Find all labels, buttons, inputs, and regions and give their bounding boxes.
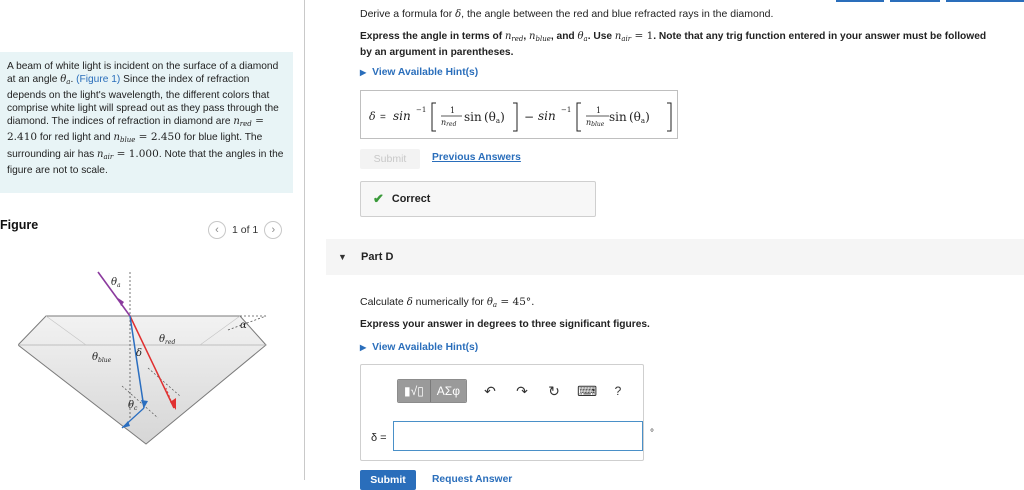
problem-text: for red light and — [37, 132, 114, 144]
math-toolbar — [397, 379, 627, 403]
instr-text: . Note that any trig function entered in your answer must be followed — [653, 31, 987, 42]
prev-figure-button[interactable] — [208, 221, 226, 239]
inverse-exponent: −1 — [416, 106, 427, 114]
minus-sign: − — [524, 110, 535, 124]
arcsin-function: sin — [393, 109, 411, 123]
instr-text: , — [523, 31, 530, 42]
problem-text: A beam of white light is incident on the surface of a diamond at an angle — [7, 61, 279, 86]
problem-text: Since the index of refraction depends on the light's wavelength, the different colors that comprise white light will spread out as they pass through the diamond. The indices of refraction in diamond are — [7, 74, 279, 128]
correct-feedback — [360, 181, 596, 217]
degree-unit: ° — [650, 428, 654, 439]
part-d-answer-editor — [360, 364, 644, 461]
part-d-prompt — [360, 296, 534, 309]
inverse-exponent: −1 — [561, 106, 572, 114]
diamond-figure — [18, 268, 288, 448]
instr-text: by an argument in parentheses. — [360, 47, 514, 58]
sin-argument: (θa) — [629, 110, 650, 125]
undo-icon[interactable]: ↶ — [484, 382, 496, 399]
status-text: Correct — [391, 193, 431, 205]
n-symbol: n — [233, 116, 240, 128]
n-subscript: blue — [119, 136, 136, 145]
n-subscript: red — [239, 120, 252, 129]
part-d-label: Part D — [361, 251, 394, 263]
theta-subscript: a — [583, 35, 588, 43]
angle-value: = 45°. — [497, 296, 535, 308]
n-symbol: n — [97, 148, 104, 160]
problem-text: . — [70, 74, 77, 86]
answer-formula — [361, 91, 679, 140]
part-c-hint-toggle[interactable] — [360, 67, 478, 78]
equals-sign: = — [380, 112, 386, 123]
redo-icon[interactable]: ↷ — [516, 382, 528, 399]
templates-button[interactable]: ▮√▯ — [398, 380, 430, 402]
top-action-bar — [946, 0, 1024, 2]
prompt-text: numerically for — [412, 296, 487, 308]
chevron-right-icon: › — [271, 224, 276, 236]
sin-function: sin — [609, 110, 627, 124]
theta-red-label: $\theta_{red}$ — [159, 334, 176, 346]
caret-right-icon: ▶ — [360, 343, 367, 352]
part-d-header[interactable] — [326, 239, 1024, 275]
delta-symbol: δ — [369, 110, 376, 123]
bracket-left — [577, 103, 581, 131]
left-pane — [0, 0, 305, 480]
n-symbol: n — [113, 132, 120, 144]
hint-label: View Available Hint(s) — [372, 342, 479, 353]
part-d-instructions: Express your answer in degrees to three significant figures. — [360, 319, 650, 330]
problem-statement — [0, 52, 293, 193]
instr-text: . Use — [587, 31, 615, 42]
theta-subscript: a — [492, 301, 498, 309]
arcsin-function: sin — [538, 109, 556, 123]
prompt-text: , the angle between the red and blue refracted rays in the diamond. — [461, 8, 774, 20]
n-red-value: = 2.410 — [7, 115, 264, 144]
n-air-value: = 1 — [631, 30, 654, 42]
delta-symbol: δ — [406, 297, 413, 308]
symbols-button[interactable]: ΑΣφ — [430, 380, 466, 402]
request-answer-link[interactable]: Request Answer — [432, 474, 513, 485]
bracket-left — [432, 103, 436, 131]
n-air-value: = 1.000 — [113, 147, 159, 160]
chevron-left-icon: ‹ — [215, 224, 219, 236]
part-c-prompt — [360, 8, 773, 20]
figure-link[interactable]: (Figure 1) — [76, 74, 121, 86]
diamond-shape — [18, 316, 266, 444]
answer-input-label: δ = — [371, 432, 387, 444]
bracket-right — [513, 103, 517, 131]
top-action-bar — [836, 0, 884, 2]
part-c-answer-box — [360, 90, 678, 139]
n-subscript: red — [511, 35, 524, 43]
reset-icon[interactable]: ↻ — [548, 382, 560, 399]
prompt-text: Calculate — [360, 296, 407, 308]
n-symbol: n — [614, 31, 622, 42]
denominator-n-blue: nblue — [586, 118, 605, 128]
denominator-n-red: nred — [441, 118, 457, 128]
part-c-submit-button[interactable]: Submit — [360, 149, 420, 169]
delta-symbol: δ — [455, 9, 462, 20]
delta-label: δ — [136, 348, 143, 359]
right-pane — [306, 0, 1024, 486]
n-symbol: n — [529, 31, 536, 42]
n-symbol: n — [504, 31, 512, 42]
help-icon[interactable]: ? — [614, 384, 622, 398]
part-d-hint-toggle[interactable] — [360, 342, 478, 353]
numerator-one: 1 — [450, 106, 456, 115]
problem-text: for blue light. The surrounding air has — [7, 132, 263, 160]
caret-down-icon: ▼ — [338, 252, 347, 262]
theta-symbol: θ — [577, 31, 584, 42]
part-d-submit-button[interactable]: Submit — [360, 470, 416, 490]
bracket-right — [667, 103, 671, 131]
top-action-bar — [890, 0, 940, 2]
n-subscript: air — [103, 152, 114, 161]
keyboard-icon[interactable]: ⌨ — [577, 382, 598, 399]
theta-blue-label: $\theta_{blue}$ — [92, 352, 112, 364]
instr-text: Express the angle in terms of — [360, 31, 505, 42]
problem-text: . Note that the angles in the figure are not to scale. — [7, 148, 284, 176]
pager-text: 1 of 1 — [232, 224, 259, 236]
theta-c-label: $\theta_c$ — [128, 400, 138, 412]
numerator-one: 1 — [596, 106, 602, 115]
n-subscript: air — [621, 35, 632, 43]
alpha-label: α — [240, 320, 247, 331]
theta-subscript: a — [66, 78, 71, 87]
answer-input[interactable] — [393, 421, 643, 451]
theta-symbol: θ — [486, 297, 493, 308]
theta-a-label: $\theta_a$ — [111, 277, 121, 289]
prompt-text: Derive a formula for — [360, 8, 456, 20]
sin-function: sin — [464, 110, 482, 124]
instr-text: , and — [550, 31, 578, 42]
math-button-group — [397, 379, 467, 403]
caret-right-icon: ▶ — [360, 68, 367, 77]
next-figure-button[interactable] — [264, 221, 282, 239]
checkmark-icon: ✔ — [373, 191, 384, 206]
hint-label: View Available Hint(s) — [372, 67, 479, 78]
n-subscript: blue — [535, 35, 551, 43]
figure-title: Figure — [0, 218, 39, 232]
sin-argument: (θa) — [484, 110, 505, 125]
n-blue-value: = 2.450 — [135, 131, 181, 144]
theta-symbol: θ — [60, 74, 67, 86]
figure-pager — [208, 221, 282, 239]
part-c-instructions — [360, 30, 1024, 59]
previous-answers-link[interactable]: Previous Answers — [432, 152, 521, 163]
